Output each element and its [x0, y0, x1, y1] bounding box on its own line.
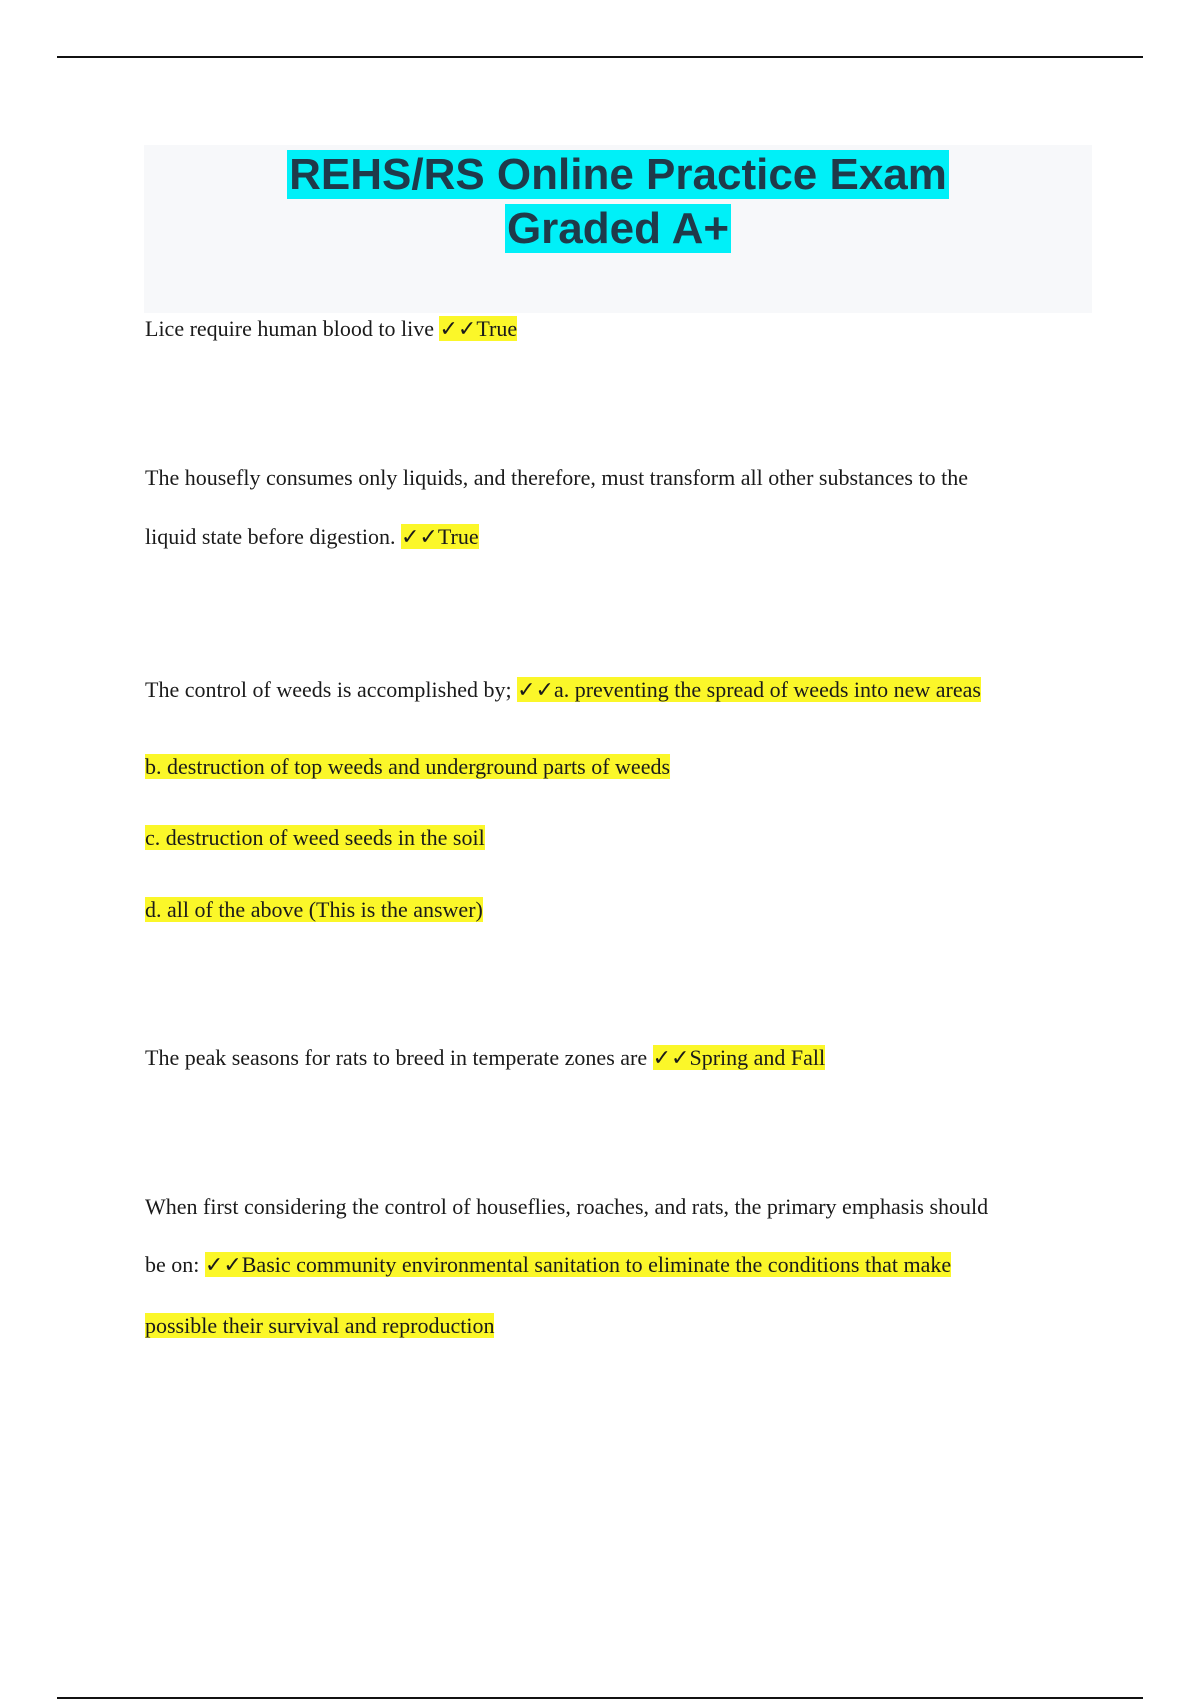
question-5-text: be on:	[145, 1252, 200, 1277]
top-rule	[57, 56, 1143, 58]
title-line-1: REHS/RS Online Practice Exam	[289, 150, 947, 199]
question-3-answer-d-line	[145, 897, 483, 923]
question-5-answer-line-2-wrap	[145, 1313, 494, 1339]
question-2-line-1: The housefly consumes only liquids, and therefore, must transform all other substances to the	[145, 465, 968, 490]
question-2-answer: ✓✓True	[401, 524, 479, 549]
title-line-2: Graded A+	[506, 204, 730, 253]
question-1	[145, 316, 1075, 342]
question-1-answer: ✓✓True	[439, 316, 518, 341]
question-5-line-1: When first considering the control of houseflies, roaches, and rats, the primary emphasis should	[145, 1194, 989, 1219]
bottom-rule	[57, 1697, 1143, 1699]
question-5-answer-line-2: possible their survival and reproduction	[145, 1313, 495, 1338]
question-4-answer: ✓✓Spring and Fall	[652, 1045, 826, 1070]
page-title	[144, 148, 1092, 256]
question-3	[145, 677, 1075, 703]
question-5-line-2	[145, 1252, 1075, 1278]
title-block	[144, 145, 1092, 313]
question-3-answer-c-line	[145, 825, 485, 851]
question-2-text: liquid state before digestion.	[145, 524, 396, 549]
question-4	[145, 1045, 1075, 1071]
question-5-answer-line-1: ✓✓Basic community environmental sanitation to eliminate the conditions that make	[204, 1252, 952, 1277]
question-3-answer-b-line	[145, 754, 670, 780]
question-3-answer-c: c. destruction of weed seeds in the soil	[145, 825, 485, 850]
question-2-line-2	[145, 524, 1075, 550]
question-3-answer-d: d. all of the above (This is the answer)	[145, 897, 483, 922]
question-3-text: The control of weeds is accomplished by;	[145, 677, 512, 702]
question-4-text: The peak seasons for rats to breed in temperate zones are	[145, 1045, 648, 1070]
question-3-answer-b: b. destruction of top weeds and underground parts of weeds	[145, 754, 671, 779]
question-1-text: Lice require human blood to live	[145, 316, 434, 341]
question-3-answer-a: ✓✓a. preventing the spread of weeds into new areas	[517, 677, 981, 702]
